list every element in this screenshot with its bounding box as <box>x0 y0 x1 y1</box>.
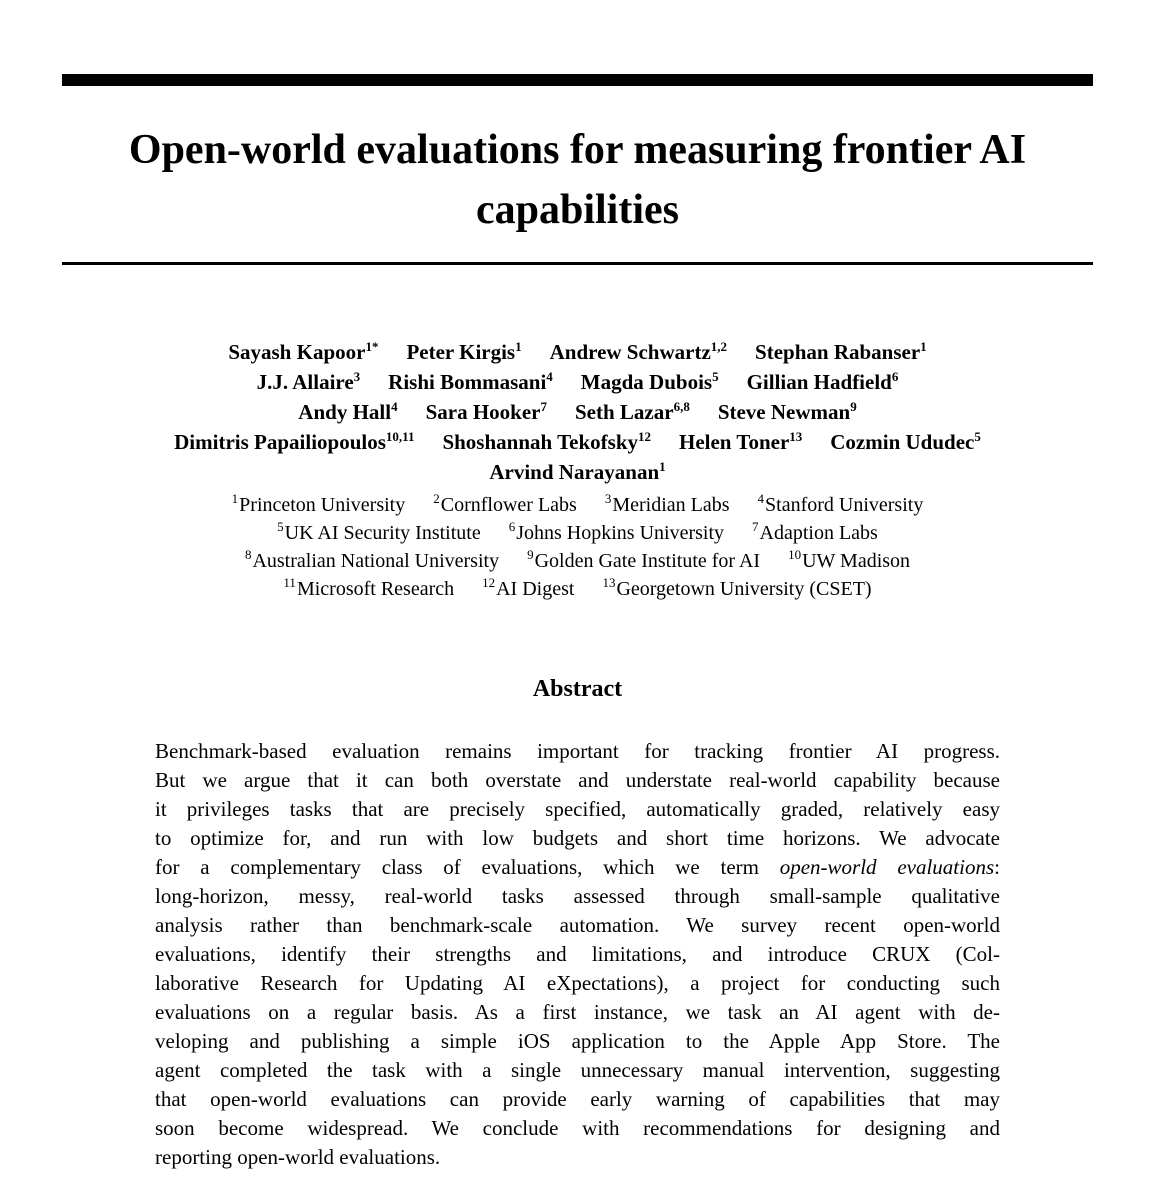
author-name: Andrew Schwartz$^{1,2}$ <box>549 339 728 364</box>
affiliation: $^6$Johns Hopkins University <box>508 519 725 544</box>
affiliation-superscript: 5 <box>277 519 284 535</box>
author-affiliation-superscript: 13 <box>789 429 803 444</box>
affiliation: $^7$Adaption Labs <box>752 519 878 544</box>
author-affiliation-superscript: 9 <box>850 399 857 414</box>
abstract-line: evaluations, identify their strengths and limitations, and introduce CRUX (Col- <box>155 942 1000 966</box>
author-name: Peter Kirgis$^1$ <box>406 339 522 364</box>
paper-title-line-1: Open-world evaluations for measuring frontier AI <box>128 127 1027 173</box>
author-affiliation-superscript: 1 <box>515 339 522 354</box>
title-rule <box>62 262 1093 265</box>
abstract-line: soon become widespread. We conclude with recommendations for designing and <box>155 1116 1000 1140</box>
author-name: Seth Lazar$^{6,8}$ <box>574 399 690 424</box>
author-name: J.J. Allaire$^3$ <box>256 369 361 394</box>
abstract-line: veloping and publishing a simple iOS application to the Apple App Store. The <box>155 1029 1000 1053</box>
author-name: Sara Hooker$^7$ <box>425 399 547 424</box>
affiliation: $^4$Stanford University <box>757 491 924 516</box>
affiliation-superscript: 11 <box>283 575 296 591</box>
affiliation: $^2$Cornflower Labs <box>433 491 577 516</box>
abstract-line: But we argue that it can both overstate and understate real-world capability because <box>155 768 1000 792</box>
author-name: Steve Newman$^9$ <box>717 399 857 424</box>
abstract-line: reporting open-world evaluations. <box>155 1145 441 1169</box>
affiliation-superscript: 13 <box>602 575 616 591</box>
author-row <box>0 457 1155 487</box>
affiliation-block <box>0 491 1155 603</box>
author-row <box>0 427 1155 457</box>
author-affiliation-superscript: 5 <box>974 429 981 444</box>
author-affiliation-superscript: 3 <box>353 369 361 384</box>
affiliation: $^1$Princeton University <box>231 491 406 516</box>
author-name: Helen Toner$^{13}$ <box>679 429 803 454</box>
abstract-line: that open-world evaluations can provide early warning of capabilities that may <box>155 1087 1000 1111</box>
affiliation: $^3$Meridian Labs <box>604 491 730 516</box>
author-name: Stephan Rabanser$^1$ <box>755 339 927 364</box>
author-affiliation-superscript: 1 <box>920 339 927 354</box>
affiliation: $^{10}$UW Madison <box>788 547 911 572</box>
affiliation: $^5$UK AI Security Institute <box>277 519 481 544</box>
abstract-line: long-horizon, messy, real-world tasks assessed through small-sample qualitative <box>155 884 1000 908</box>
abstract-line: agent completed the task with a single unnecessary manual intervention, suggesting <box>155 1058 1000 1082</box>
affiliation: $^{13}$Georgetown University (CSET) <box>602 575 872 600</box>
abstract-line: Benchmark-based evaluation remains important for tracking frontier AI progress. <box>155 739 1000 763</box>
affiliation-superscript: 2 <box>433 491 440 507</box>
affiliation-row <box>0 547 1155 575</box>
affiliation-superscript: 1 <box>231 491 239 507</box>
author-name: Andy Hall$^4$ <box>298 399 398 424</box>
author-affiliation-superscript: 4 <box>391 399 398 414</box>
abstract-line: to optimize for, and run with low budgets and short time horizons. We advocate <box>155 826 1000 850</box>
affiliation: $^{12}$AI Digest <box>482 575 575 600</box>
affiliation-superscript: 12 <box>482 575 496 591</box>
abstract-line: for a complementary class of evaluations, which we term open-world evaluations: <box>155 855 1000 879</box>
abstract-line: analysis rather than benchmark-scale automation. We survey recent open-world <box>155 913 1000 937</box>
author-name: Magda Dubois$^5$ <box>580 369 719 394</box>
author-affiliation-superscript: 1 <box>659 459 666 474</box>
author-name: Gillian Hadfield$^6$ <box>746 369 899 394</box>
affiliation-row <box>0 491 1155 519</box>
abstract-line: laborative Research for Updating AI eXpectations), a project for conducting such <box>155 971 1000 995</box>
author-affiliation-superscript: 1,2 <box>710 339 728 354</box>
abstract-line: it privileges tasks that are precisely specified, automatically graded, relatively easy <box>155 797 1000 821</box>
author-name: Rishi Bommasani$^4$ <box>388 369 553 394</box>
author-affiliation-superscript: 6,8 <box>673 399 690 414</box>
affiliation-superscript: 6 <box>508 519 516 535</box>
affiliation-superscript: 8 <box>244 547 252 563</box>
author-name: Sayash Kapoor$^{1*}$ <box>228 339 379 364</box>
author-affiliation-superscript: 4 <box>546 369 553 384</box>
affiliation: $^{11}$Microsoft Research <box>283 575 455 600</box>
author-name: Arvind Narayanan$^1$ <box>489 459 666 484</box>
author-affiliation-superscript: 10,11 <box>385 429 415 444</box>
abstract-heading: Abstract <box>532 676 623 702</box>
affiliation-row <box>0 575 1155 603</box>
author-affiliation-superscript: 6 <box>891 369 899 384</box>
affiliation-superscript: 7 <box>752 519 759 535</box>
affiliation: $^9$Golden Gate Institute for AI <box>527 547 761 572</box>
affiliation-superscript: 3 <box>604 491 612 507</box>
paper-title-line-2: capabilities <box>475 187 679 233</box>
author-affiliation-superscript: 1* <box>365 339 379 354</box>
author-block <box>0 337 1155 487</box>
author-row <box>0 397 1155 427</box>
affiliation-row <box>0 519 1155 547</box>
author-affiliation-superscript: 5 <box>712 369 719 384</box>
affiliation: $^8$Australian National University <box>244 547 500 572</box>
author-name: Shoshannah Tekofsky$^{12}$ <box>442 429 651 454</box>
affiliation-superscript: 4 <box>757 491 765 507</box>
abstract-body <box>155 737 1000 1172</box>
author-name: Dimitris Papailiopoulos$^{10,11}$ <box>174 429 415 454</box>
author-row <box>0 367 1155 397</box>
author-row <box>0 337 1155 367</box>
author-name: Cozmin Ududec$^5$ <box>830 429 981 454</box>
affiliation-superscript: 9 <box>527 547 534 563</box>
author-affiliation-superscript: 12 <box>638 429 651 444</box>
abstract-line: evaluations on a regular basis. As a first instance, we task an AI agent with de- <box>155 1000 1000 1024</box>
affiliation-superscript: 10 <box>788 547 802 563</box>
author-affiliation-superscript: 7 <box>540 399 547 414</box>
paper-title <box>40 120 1115 240</box>
top-rule <box>62 74 1093 86</box>
